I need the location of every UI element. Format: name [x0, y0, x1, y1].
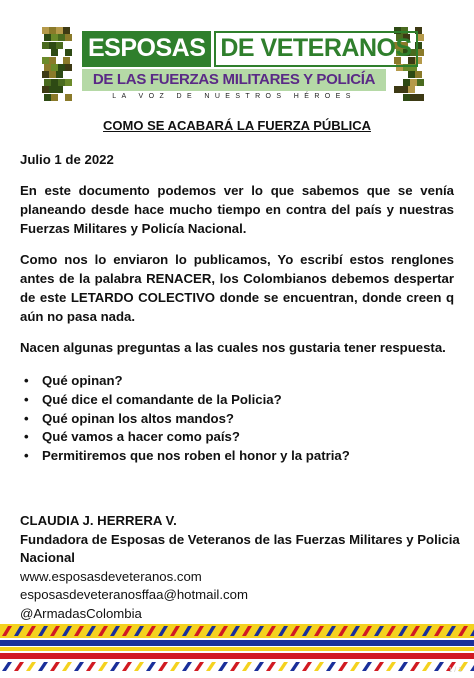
camo-block	[417, 34, 424, 41]
stripe-dash	[398, 662, 408, 671]
camo-block	[394, 86, 401, 93]
camo-block	[44, 94, 51, 101]
questions-list	[22, 372, 452, 466]
stripe-dash	[326, 662, 336, 671]
stripe-dash	[122, 662, 132, 671]
camo-block	[417, 49, 424, 56]
stripe-dash	[206, 662, 216, 671]
list-item: • Qué vamos a hacer como país?	[22, 428, 452, 447]
page-indicator: 1 / 1	[448, 667, 462, 674]
stripe-dash	[62, 662, 72, 671]
stripe-dash	[242, 662, 252, 671]
camo-block	[49, 86, 56, 93]
banner-title-part1: ESPOSAS	[82, 31, 211, 67]
stripe-dash	[422, 662, 432, 671]
stripe-dash	[338, 662, 348, 671]
stripe-dash	[362, 662, 372, 671]
stripe-dash	[350, 662, 360, 671]
stripe-dash	[14, 662, 24, 671]
camo-block	[56, 42, 63, 49]
camo-block	[403, 79, 410, 86]
document-heading-text: COMO SE ACABARÁ LA FUERZA PÚBLICA	[103, 118, 371, 133]
camo-block	[58, 64, 65, 71]
stripe-dash	[50, 662, 60, 671]
stripe-dash	[170, 662, 180, 671]
camo-block	[58, 79, 65, 86]
stripe-dash	[266, 662, 276, 671]
camo-block	[403, 94, 410, 101]
camo-block	[51, 94, 58, 101]
banner-title-part2: DE VETERANOS	[214, 31, 417, 67]
camo-block	[56, 71, 63, 78]
camo-block	[410, 79, 417, 86]
signature-handle: @ArmadasColombia	[20, 605, 142, 621]
banner-subtitle: DE LAS FUERZAS MILITARES Y POLICÍA	[82, 69, 386, 91]
camo-block	[401, 86, 408, 93]
camo-block	[42, 27, 49, 34]
stripe-dash	[38, 662, 48, 671]
stripe-yellow	[0, 647, 474, 651]
camo-block	[417, 79, 424, 86]
camo-block	[44, 64, 51, 71]
list-item: • Qué opinan los altos mandos?	[22, 410, 452, 429]
camo-block	[65, 94, 72, 101]
stripe-blue	[0, 640, 474, 646]
camo-block	[65, 64, 72, 71]
camo-block	[49, 27, 56, 34]
camo-block	[63, 57, 70, 64]
camo-block	[65, 49, 72, 56]
camo-block	[49, 57, 56, 64]
stripe-dash	[26, 662, 36, 671]
camo-block	[51, 34, 58, 41]
stripe-dash	[230, 662, 240, 671]
stripe-dash	[374, 662, 384, 671]
camo-block	[65, 34, 72, 41]
stripe-dash	[314, 662, 324, 671]
flag-stripes-graphic	[0, 620, 474, 678]
stripe-dash	[110, 662, 120, 671]
camo-block	[42, 57, 49, 64]
flag-stripes-footer	[0, 620, 474, 678]
list-item: • Qué dice el comandante de la Policia?	[22, 391, 452, 410]
document-heading	[0, 118, 474, 133]
stripe-dash	[2, 662, 12, 671]
stripe-dash	[182, 662, 192, 671]
camo-block	[49, 71, 56, 78]
camo-block	[44, 79, 51, 86]
signature-email: esposasdeveteranosffaa@hotmail.com	[20, 587, 248, 603]
header-banner	[42, 25, 424, 107]
camo-block	[410, 94, 417, 101]
camo-block	[49, 42, 56, 49]
stripe-dash	[254, 662, 264, 671]
camo-block	[56, 86, 63, 93]
paragraph-3: Nacen algunas preguntas a las cuales nos gustaria tener respuesta.	[20, 340, 446, 355]
stripe-dash	[134, 662, 144, 671]
stripe-dash	[146, 662, 156, 671]
stripe-dash	[434, 662, 444, 671]
stripe-dash	[74, 662, 84, 671]
signature-website: www.esposasdeveteranos.com	[20, 568, 202, 584]
camo-block	[42, 86, 49, 93]
stripe-dash	[194, 662, 204, 671]
paragraph-1: En este documento podemos ver lo que sabemos que se venía planeando desde hace mucho tiempo en contra del país y nuestras Fuerzas Militares y Policía Nacional.	[20, 183, 454, 236]
signature-name: CLAUDIA J. HERRERA V.	[20, 513, 177, 528]
camo-block	[417, 94, 424, 101]
camo-block	[42, 42, 49, 49]
camouflage-pattern-left	[42, 27, 72, 103]
camo-block	[44, 34, 51, 41]
camo-block	[42, 71, 49, 78]
camo-block	[51, 49, 58, 56]
signature-block	[20, 512, 460, 624]
stripe-dash	[218, 662, 228, 671]
paragraph-2: Como nos lo enviaron lo publicamos, Yo escribí estos renglones antes de la palabra RENACER, los Colombianos debemos despertar de este LETARDO COLECTIVO donde se encuentran, donde creen q aún no pasa nada.	[20, 252, 454, 324]
stripe-dash	[290, 662, 300, 671]
list-item: • Permitiremos que nos roben el honor y la patria?	[22, 447, 452, 466]
stripe-red	[0, 653, 474, 659]
signature-role: Fundadora de Esposas de Veteranos de las Fuerzas Militares y Policia Nacional	[20, 531, 460, 566]
stripe-dash	[302, 662, 312, 671]
camo-block	[51, 64, 58, 71]
stripe-dash	[158, 662, 168, 671]
stripe-dash	[386, 662, 396, 671]
banner-title	[82, 31, 412, 67]
stripe-dash	[86, 662, 96, 671]
stripe-dash	[470, 662, 474, 671]
camo-block	[415, 71, 422, 78]
camo-block	[408, 86, 415, 93]
camo-block	[51, 79, 58, 86]
stripe-dash	[98, 662, 108, 671]
stripe-dashes-bottom	[0, 662, 474, 671]
stripe-dash	[278, 662, 288, 671]
camo-block	[58, 34, 65, 41]
document-date: Julio 1 de 2022	[20, 152, 114, 167]
camo-block	[56, 27, 63, 34]
camo-block	[65, 79, 72, 86]
banner-motto: LA VOZ DE NUESTROS HÉROES	[112, 93, 356, 100]
camo-block	[408, 71, 415, 78]
camo-block	[63, 27, 70, 34]
stripe-dash	[410, 662, 420, 671]
list-item: • Qué opinan?	[22, 372, 452, 391]
